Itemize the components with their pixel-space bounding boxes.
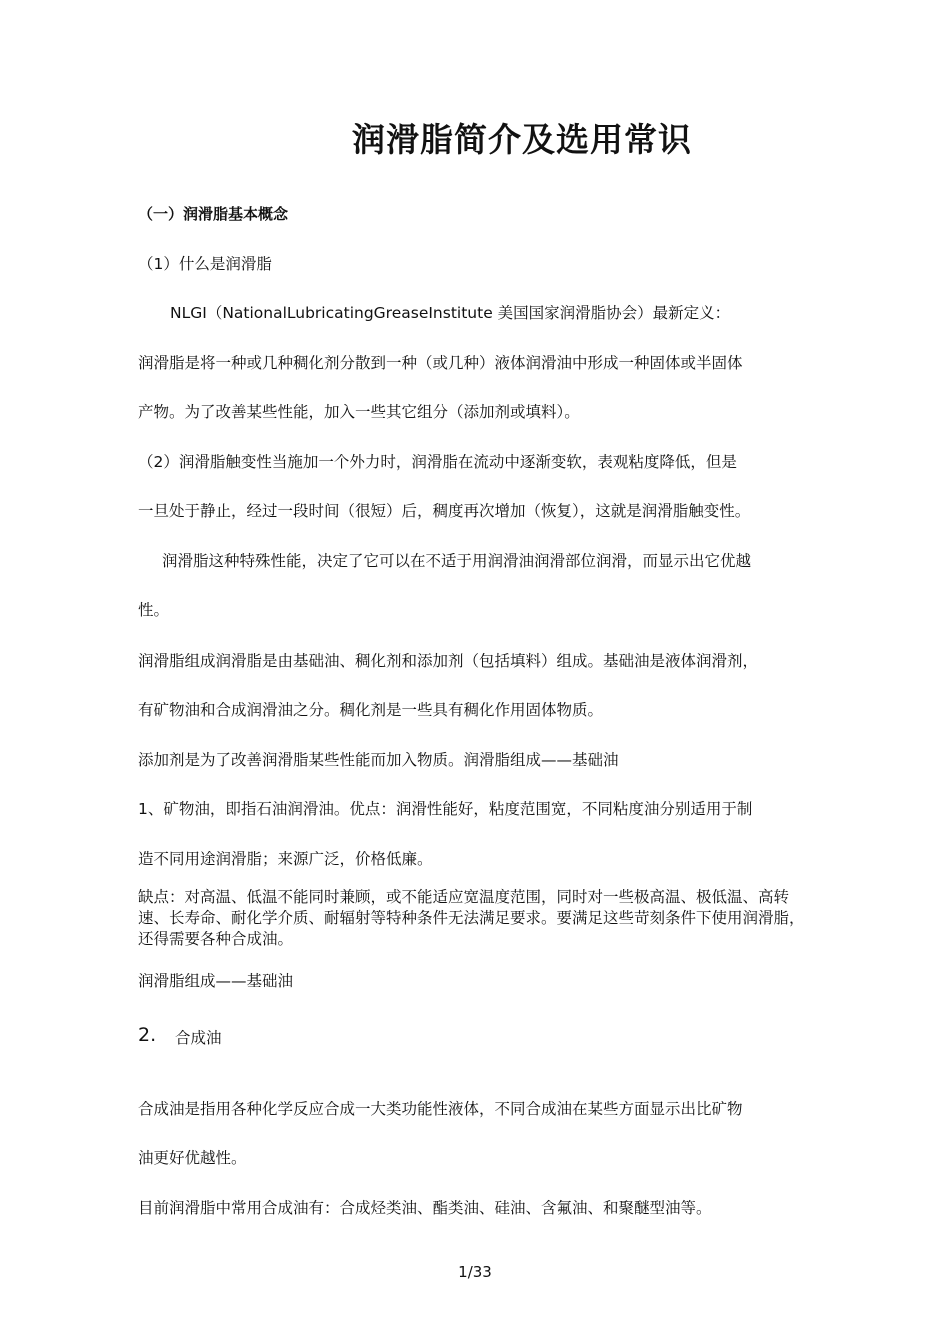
definition-line-1: 润滑脂是将一种或几种稠化剂分散到一种（或几种）液体润滑油中形成一种固体或半固体 [138, 354, 743, 372]
additive-line: 添加剂是为了改善润滑脂某些性能而加入物质。润滑脂组成——基础油 [138, 751, 619, 769]
thixotropy-line-2: 一旦处于静止，经过一段时间（很短）后，稠度再次增加（恢复），这就是润滑脂触变性。 [138, 502, 751, 520]
common-synthetic-oils: 目前润滑脂中常用合成油有：合成烃类油、酯类油、硅油、含氟油、和聚醚型油等。 [138, 1199, 712, 1217]
nlgi-definition-intro: NLGI（NationalLubricatingGreaseInstitute 美国国家润滑脂协会）最新定义： [170, 304, 731, 322]
synthetic-oil-line-1: 合成油是指用各种化学反应合成一大类功能性液体，不同合成油在某些方面显示出比矿物 [138, 1100, 743, 1118]
advantage-line-2: 性。 [138, 601, 170, 619]
page-number: 1/33 [458, 1263, 492, 1281]
advantage-line-1: 润滑脂这种特殊性能，决定了它可以在不适于用润滑油润滑部位润滑，而显示出它优越 [162, 552, 752, 570]
synthetic-oil-label: 合成油 [175, 1029, 222, 1047]
thixotropy-line-1: （2）润滑脂触变性当施加一个外力时，润滑脂在流动中逐渐变软，表观粘度降低，但是 [138, 453, 737, 471]
composition-base-oil-heading: 润滑脂组成——基础油 [138, 972, 294, 990]
mineral-oil-line-1: 1、矿物油，即指石油润滑油。优点：润滑性能好，粘度范围宽，不同粘度油分别适用于制 [138, 800, 753, 818]
mineral-oil-line-2: 造不同用途润滑脂；来源广泛，价格低廉。 [138, 850, 433, 868]
synthetic-oil-line-2: 油更好优越性。 [138, 1149, 247, 1167]
drawbacks-paragraph: 缺点：对高温、低温不能同时兼顾，或不能适应宽温度范围，同时对一些极高温、极低温、高转速、长寿命、耐化学介质、耐辐射等特种条件无法满足要求。要满足这些苛刻条件下使用润滑脂，还得需要各种合成油。 [138, 888, 805, 948]
question-1-heading: （1）什么是润滑脂 [138, 255, 272, 273]
definition-line-2: 产物。为了改善某些性能，加入一些其它组分（添加剂或填料）。 [138, 403, 580, 421]
synthetic-oil-number: 2. [138, 1024, 157, 1046]
section-heading-basic-concepts: （一）润滑脂基本概念 [138, 205, 289, 223]
composition-line-2: 有矿物油和合成润滑油之分。稠化剂是一些具有稠化作用固体物质。 [138, 701, 604, 719]
composition-line-1: 润滑脂组成润滑脂是由基础油、稠化剂和添加剂（包括填料）组成。基础油是液体润滑剂， [138, 652, 759, 670]
document-title: 润滑脂简介及选用常识 [352, 120, 692, 159]
